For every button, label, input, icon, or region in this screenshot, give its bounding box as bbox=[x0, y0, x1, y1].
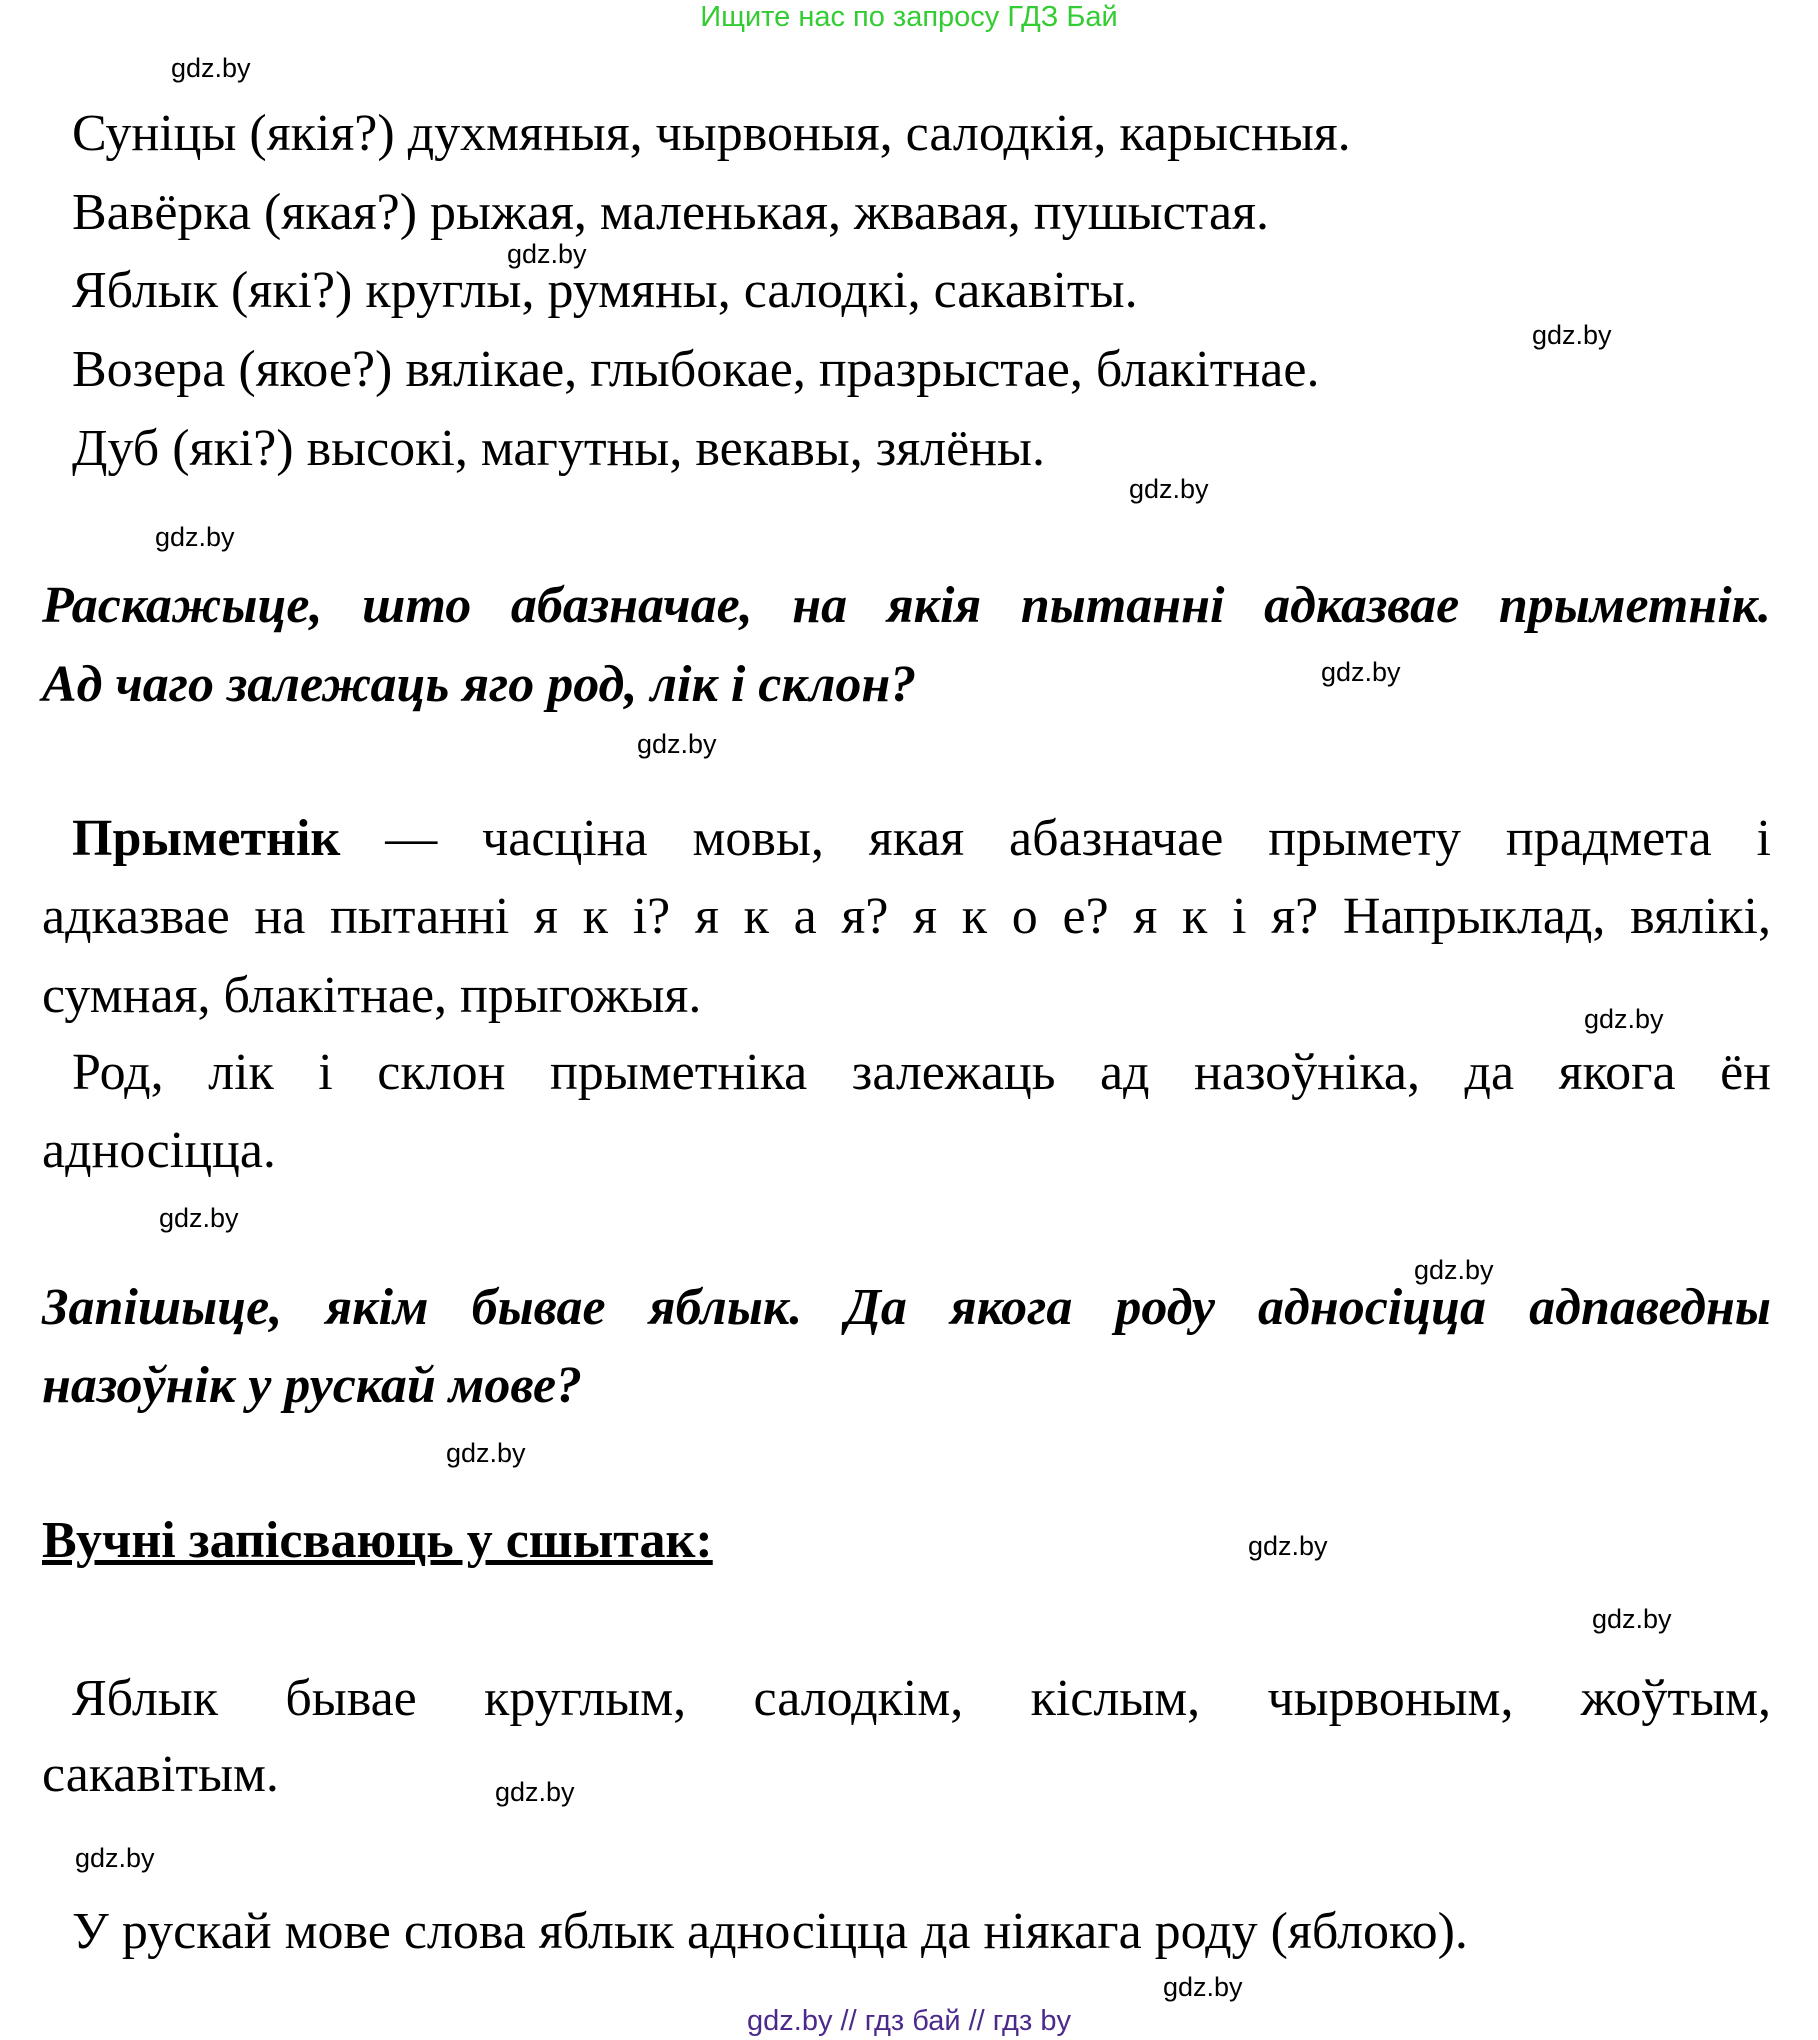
example-line: Вавёрка (якая?) рыжая, маленькая, жвавая, пушыстая. bbox=[72, 184, 1270, 241]
watermark: gdz.by bbox=[1414, 1255, 1494, 1285]
watermark: gdz.by bbox=[507, 239, 587, 269]
example-line: Суніцы (якія?) духмяныя, чырвоныя, салодкія, карысныя. bbox=[72, 105, 1351, 162]
watermark: gdz.by bbox=[75, 1843, 155, 1873]
watermark: gdz.by bbox=[1248, 1531, 1328, 1561]
definition-line: сумная, блакітнае, прыгожыя. bbox=[42, 967, 702, 1024]
watermark: gdz.by bbox=[637, 729, 717, 759]
definition-term: Прыметнік bbox=[72, 810, 341, 867]
example-line: Возера (якое?) вялікае, глыбокае, празрыстае, блакітнае. bbox=[72, 341, 1320, 398]
watermark: gdz.by bbox=[1129, 474, 1209, 504]
watermark: gdz.by bbox=[1532, 320, 1612, 350]
definition-line bbox=[72, 800, 1771, 878]
definition-line: адносіцца. bbox=[42, 1122, 276, 1179]
definition-text: — часціна мовы, якая абазначае прымету прадмета і bbox=[340, 810, 1771, 867]
search-banner: Ищите нас по запросу ГДЗ Бай bbox=[700, 1, 1118, 33]
answer-line: У рускай мове слова яблык адносіцца да ніякага роду (яблоко). bbox=[72, 1903, 1468, 1960]
watermark: gdz.by bbox=[446, 1438, 526, 1468]
task-question: Запішыце, якім бывае яблык. Да якога роду адносіцца адпаведны bbox=[42, 1279, 1771, 1336]
answer-line: сакавітым. bbox=[42, 1746, 279, 1803]
watermark: gdz.by bbox=[1592, 1604, 1672, 1634]
footer-links: gdz.by // гдз бай // гдз by bbox=[747, 2005, 1071, 2037]
watermark: gdz.by bbox=[1584, 1004, 1664, 1034]
task-question: Раскажыце, што абазначае, на якія пытанні адказвае прыметнік. bbox=[42, 577, 1771, 634]
watermark: gdz.by bbox=[1321, 657, 1401, 687]
definition-line: Род, лік і склон прыметніка залежаць ад назоўніка, да якога ён bbox=[72, 1044, 1771, 1101]
example-line: Яблык (які?) круглы, румяны, салодкі, сакавіты. bbox=[72, 262, 1138, 319]
watermark: gdz.by bbox=[159, 1203, 239, 1233]
watermark: gdz.by bbox=[155, 522, 235, 552]
watermark: gdz.by bbox=[171, 53, 251, 83]
example-line: Дуб (які?) высокі, магутны, векавы, зялёны. bbox=[72, 420, 1045, 477]
section-heading: Вучні запісваюць у сшытак: bbox=[42, 1512, 713, 1569]
watermark: gdz.by bbox=[1163, 1972, 1243, 2002]
definition-line: адказвае на пытанні я к і? я к а я? я к о е? я к і я? Напрыклад, вялікі, bbox=[42, 888, 1771, 945]
task-question: Ад чаго залежаць яго род, лік і склон? bbox=[42, 656, 917, 713]
task-question: назоўнік у рускай мове? bbox=[42, 1357, 583, 1414]
watermark: gdz.by bbox=[495, 1777, 575, 1807]
answer-line: Яблык бывае круглым, салодкім, кіслым, чырвоным, жоўтым, bbox=[72, 1670, 1771, 1727]
